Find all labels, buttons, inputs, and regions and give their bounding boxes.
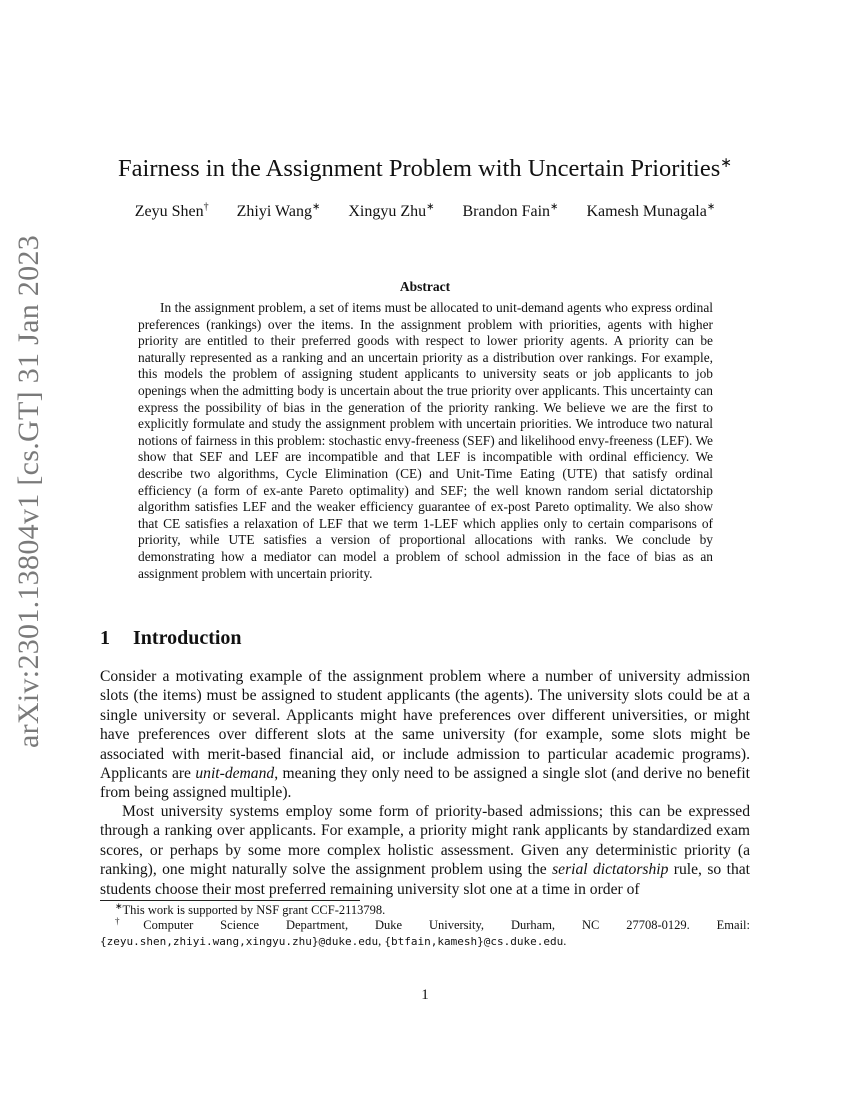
footnote-divider bbox=[100, 900, 360, 901]
author-list bbox=[100, 202, 750, 221]
footnote-text: This work is supported by NSF grant CCF-2113798. bbox=[122, 903, 386, 917]
body-paragraph bbox=[100, 667, 750, 803]
author bbox=[586, 203, 715, 220]
author-name: Kamesh Munagala bbox=[586, 203, 707, 221]
footnote-funding bbox=[100, 900, 750, 919]
abstract-body: In the assignment problem, a set of items must be allocated to unit-demand agents who express ordinal preferences (rankings) over the items. In the assignment problem with priorities, agents with higher priority are entitled to their preferred goods with respect to lower priority agents. A priority can be naturally represented as a ranking and an uncertain priority as a distribution over rankings. For example, this models the problem of assigning student applicants to university seats or job applicants to job openings when the admitting body is uncertain about the true priority over applicants. This uncertainty can express the possibility of bias in the generation of the priority ranking. We believe we are the first to explicitly formulate and study the assignment problem with uncertain priorities. We introduce two natural notions of fairness in this problem: stochastic envy-freeness (SEF) and likelihood envy-freeness (LEF). We show that SEF and LEF are incompatible and that LEF is incompatible with ordinal efficiency. We describe two algorithms, Cycle Elimination (CE) and Unit-Time Eating (UTE) that satisfy ordinal efficiency (a form of ex-ante Pareto optimality) and SEF; the well known random serial dictatorship algorithm satisfies LEF and the weaker efficiency guarantee of ex-post Pareto optimality. We also show that CE satisfies a relaxation of LEF that we term 1-LEF which applies only to certain comparisons of priority, while UTE satisfies a version of proportional allocations with ranks. We conclude by demonstrating how a mediator can model a problem of school admission in the face of bias as an assignment problem with uncertain priority. bbox=[138, 300, 713, 581]
arxiv-identifier-stamp: arXiv:2301.13804v1 [cs.GT] 31 Jan 2023 bbox=[12, 235, 45, 748]
author-mark: ∗ bbox=[706, 202, 716, 213]
email-address: {btfain,kamesh}@cs.duke.edu bbox=[384, 934, 564, 948]
author-name: Zeyu Shen bbox=[134, 203, 204, 221]
footnote-affiliation bbox=[100, 915, 750, 949]
author-mark: † bbox=[203, 202, 209, 213]
author-mark: ∗ bbox=[426, 202, 435, 213]
footnote-separator: , bbox=[378, 933, 385, 948]
footnote-mark: ∗ bbox=[115, 900, 123, 911]
paragraph-text: , meaning they only need to be assigned a single slot (and derive no benefit from being assigned multiple). bbox=[100, 765, 750, 802]
emphasized-term: unit-demand bbox=[195, 765, 275, 783]
paragraph-text: rule, so that students choose their most preferred remaining university slot one at a time in order of bbox=[100, 861, 751, 898]
section-title: Introduction bbox=[133, 627, 242, 649]
paper-title-text: Fairness in the Assignment Problem with Uncertain Priorities bbox=[118, 155, 721, 183]
body-paragraph bbox=[100, 802, 750, 899]
footnote-mark: † bbox=[115, 915, 144, 926]
paragraph-text: Most university systems employ some form of priority-based admissions; this can be expressed through a ranking over applicants. For example, a priority might rank applicants by standardized exam scores, or perhaps by some more complex holistic assessment. Given any deterministic priority (a ranking), one might naturally solve the assignment problem using the bbox=[100, 803, 750, 879]
author bbox=[135, 203, 209, 220]
email-address: {zeyu.shen,zhiyi.wang,xingyu.zhu}@duke.edu bbox=[100, 934, 379, 948]
footnote-text: Computer Science Department, Duke University, Durham, NC 27708-0129. Email: bbox=[143, 918, 750, 932]
author bbox=[237, 203, 321, 220]
paper-title bbox=[100, 155, 750, 183]
author-mark: ∗ bbox=[311, 202, 321, 213]
author bbox=[348, 203, 434, 220]
emphasized-term: serial dictatorship bbox=[552, 861, 669, 879]
author-name: Zhiyi Wang bbox=[236, 203, 312, 221]
author bbox=[463, 203, 559, 220]
paragraph-text: Consider a motivating example of the assignment problem where a number of university admission slots (the items) must be assigned to student applicants (the agents). The university slots could be at a single university or several. Applicants might have preferences over different universities, or might have preferences over different slots at the same university (for example, some slots might be associated with merit-based financial aid, or include admission to particular academic programs). Applicants are bbox=[100, 668, 750, 783]
section-heading bbox=[100, 627, 750, 650]
author-name: Xingyu Zhu bbox=[348, 203, 427, 221]
author-name: Brandon Fain bbox=[462, 203, 551, 221]
section-number: 1 bbox=[100, 627, 110, 649]
page-number: 1 bbox=[421, 987, 429, 1003]
author-mark: ∗ bbox=[550, 202, 559, 213]
footnote-end: . bbox=[563, 933, 567, 948]
abstract-heading: Abstract bbox=[399, 279, 451, 294]
title-footnote-mark: ∗ bbox=[720, 156, 732, 171]
